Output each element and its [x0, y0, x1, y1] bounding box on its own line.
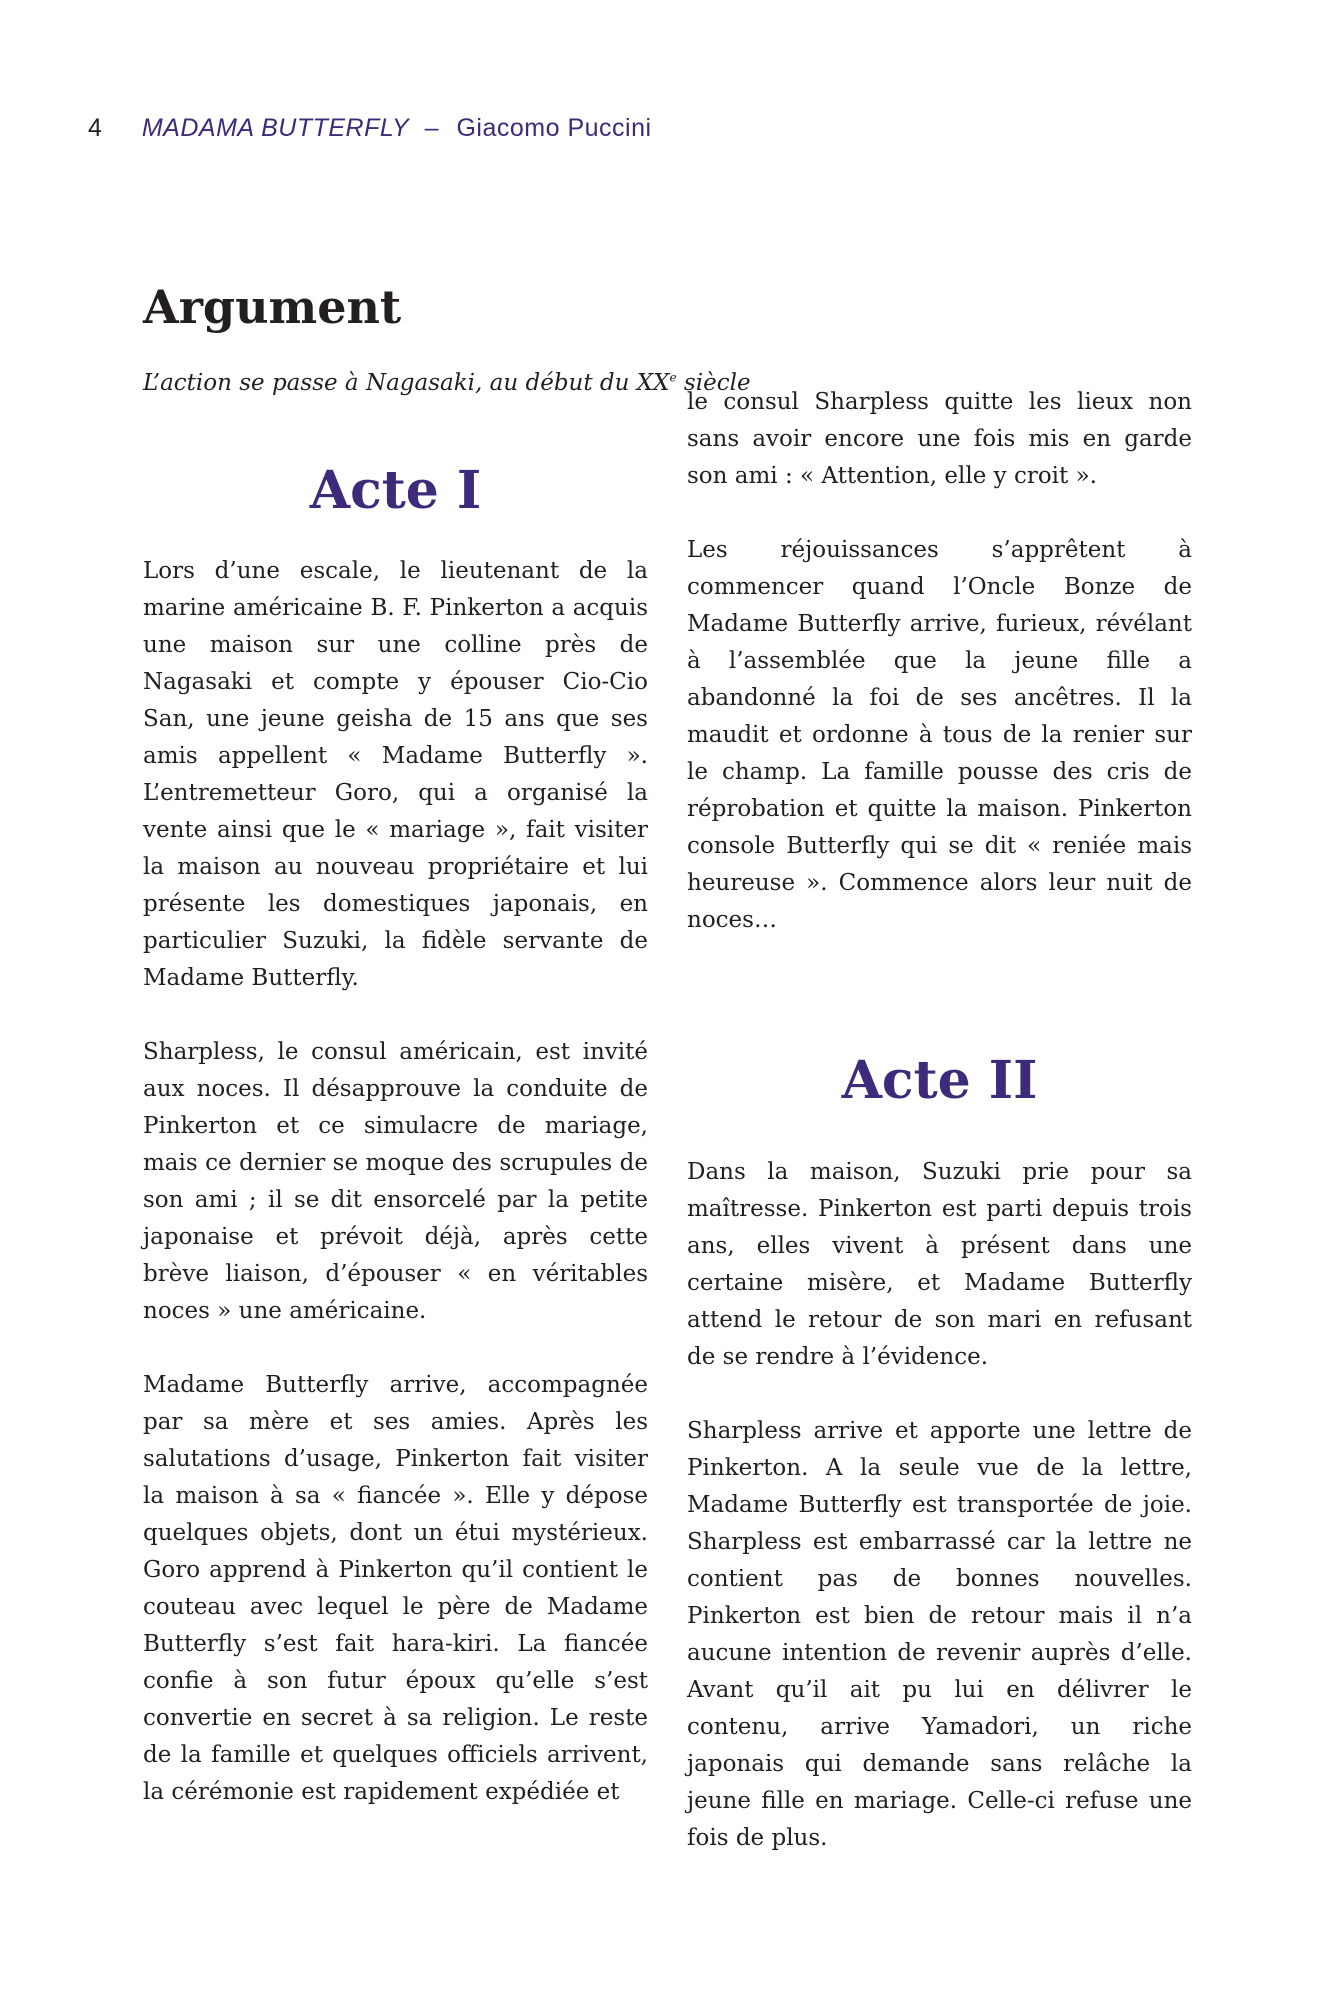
paragraph: Les réjouissances s’apprêtent à commencer quand l’Oncle Bonze de Madame Butterfly arrive, furieux, révélant à l’assemblée que la jeune fille a abandonné la foi de ses ancêtres. Il la maudit et ordonne à tous de la renier sur le champ. La famille pousse des cris de réprobation et quitte la maison. Pinkerton console Butterfly qui se dit « reniée mais heureuse ». Commence alors leur nuit de noces…: [687, 537, 1192, 933]
act-two-title: Acte II: [841, 1050, 1038, 1111]
page-number: 4: [88, 114, 103, 142]
paragraph: Lors d’une escale, le lieutenant de la marine américaine B. F. Pinkerton a acquis une maison sur une colline près de Nagasaki et compte y épouser Cio-Cio San, une jeune geisha de 15 ans que ses amis appellent « Madame Butterfly ». L’entremetteur Goro, qui a organisé la vente ainsi que le « mariage », fait visiter la maison au nouveau propriétaire et lui présente les domestiques japonais, en particulier Suzuki, la fidèle servante de Madame Butterfly.: [143, 558, 648, 991]
section-title: Argument: [143, 280, 402, 334]
paragraph: Dans la maison, Suzuki prie pour sa maîtresse. Pinkerton est parti depuis trois ans, elles vivent à présent dans une certaine misère, et Madame Butterfly attend le retour de son mari en refusant de se rendre à l’évidence.: [687, 1159, 1192, 1370]
paragraph: Madame Butterfly arrive, accompagnée par sa mère et ses amies. Après les salutations d’usage, Pinkerton fait visiter la maison à sa « fiancée ». Elle y dépose quelques objets, dont un étui mystérieux. Goro apprend à Pinkerton qu’il contient le couteau avec lequel le père de Madame Butterfly s’est fait hara-kiri. La fiancée confie à son futur époux qu’elle s’est convertie en secret à sa religion. Le reste de la famille et quelques officiels arrivent, la cérémonie est rapidement expédiée et: [143, 1372, 648, 1805]
running-header: [88, 114, 652, 143]
left-column: [143, 553, 648, 1848]
book-author: Giacomo Puccini: [456, 114, 652, 142]
paragraph: Sharpless arrive et apporte une lettre de Pinkerton. A la seule vue de la lettre, Madame Butterfly est transportée de joie. Sharpless est embarrassé car la lettre ne contient pas de bonnes nouvelles. Pinkerton est bien de retour mais il n’a aucune intention de revenir auprès d’elle. Avant qu’il ait pu lui en délivrer le contenu, arrive Yamadori, un riche japonais qui demande sans relâche la jeune fille en mariage. Celle-ci refuse une fois de plus.: [687, 1418, 1192, 1851]
right-column-lower: [687, 1154, 1192, 1894]
setting-text-end: siècle: [676, 370, 751, 396]
act-one-title: Acte I: [309, 460, 482, 521]
setting-text: L’action se passe à Nagasaki, au début du XX: [143, 370, 670, 396]
setting-line: [143, 370, 751, 396]
paragraph: le consul Sharpless quitte les lieux non sans avoir encore une fois mis en garde son ami : « Attention, elle y croit ».: [687, 389, 1192, 489]
header-separator: –: [424, 114, 440, 142]
setting-superscript: e: [669, 370, 677, 385]
paragraph: Sharpless, le consul américain, est invité aux noces. Il désapprouve la conduite de Pinkerton et ce simulacre de mariage, mais ce dernier se moque des scrupules de son ami ; il se dit ensorcelé par la petite japonaise et prévoit déjà, après cette brève liaison, d’épouser « en véritables noces » une américaine.: [143, 1039, 648, 1324]
book-title: MADAMA BUTTERFLY: [141, 114, 410, 142]
right-column-upper: [687, 384, 1192, 976]
